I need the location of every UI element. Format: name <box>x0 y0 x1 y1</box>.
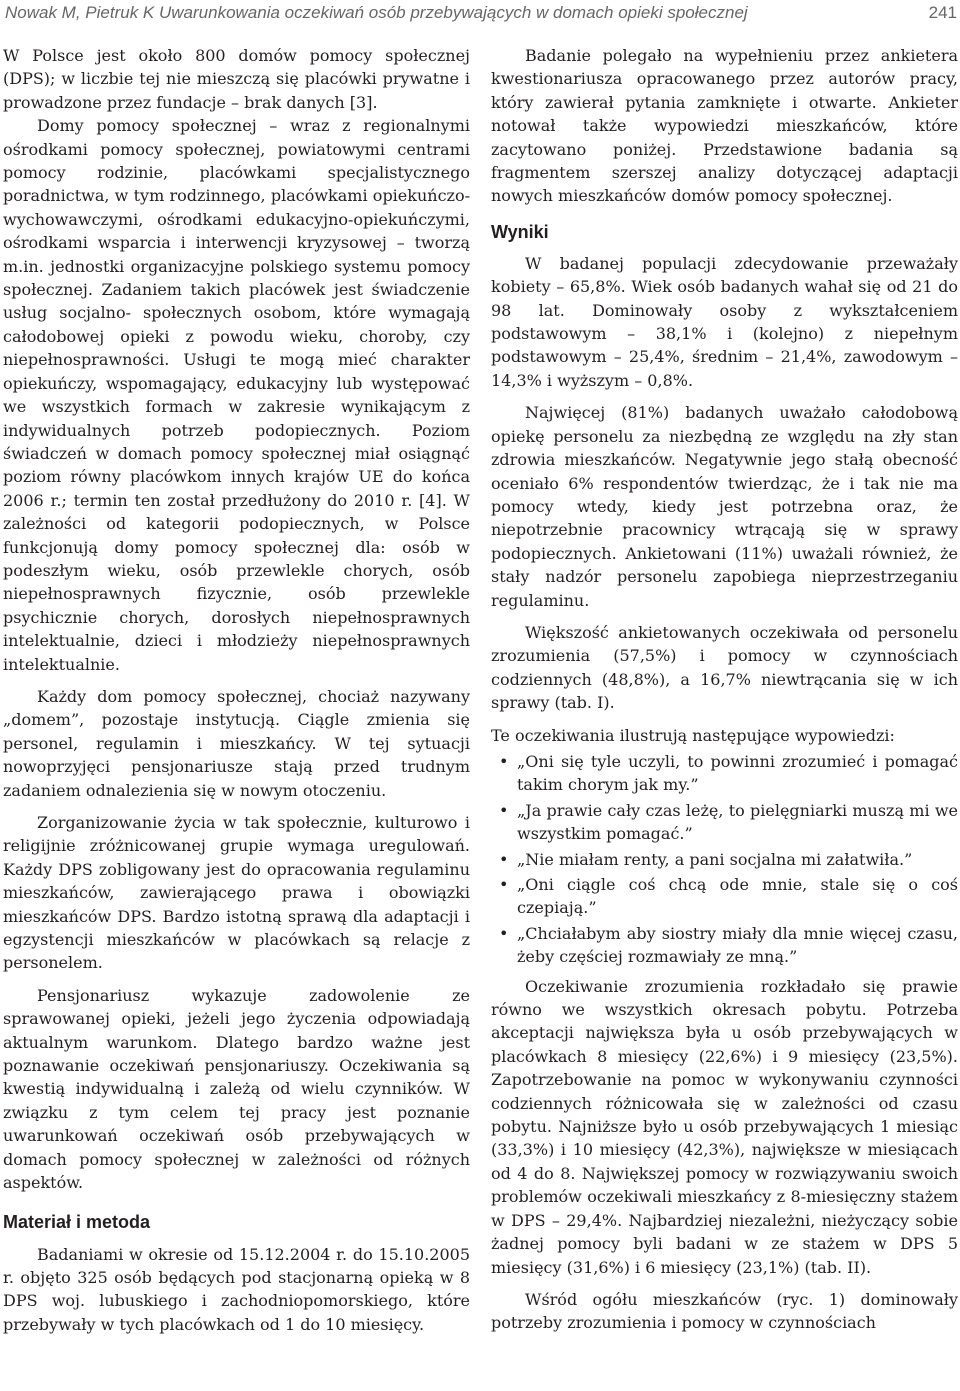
paragraph-needs: Wśród ogółu mieszkańców (ryc. 1) dominowały potrzeby zrozumienia i pomocy w czynnościach <box>491 1289 958 1333</box>
paragraph-stay-duration: Oczekiwanie zrozumienia rozkładało się prawie równo we wszystkich okresach pobytu. Potrzeba akceptacji największa była u osób przebywających w placówkach 8 miesięcy (22,6%) i 9 miesięcy (23,5%). Zapotrzebowanie na pomoc w wykonywaniu czynności codziennych różnicowała się w zależności od czasu pobytu. Najniższe było u osób przebywających 1 miesiąc (33,3%) i 10 miesięcy (42,3%), największe w miesiącach od 4 do 8. Największej pomocy w rozwiązywaniu swoich problemów oczekiwali mieszkańcy z 8-miesięczny stażem w DPS – 29,4%. Najbardziej niezależni, nieżyczący sobie żadnej pomocy byli badani w ze stażem w DPS 5 miesięcy (31,6%) i 6 miesięcy (23,1%) (tab. II). <box>491 976 958 1277</box>
paragraph-aim: Pensjonariusz wykazuje zadowolenie ze sprawowanej opieki, jeżeli jego życzenia odpowiadają aktualnym warunkom. Dlatego bardzo ważne jest poznawanie oczekiwań pensjonariuszy. Oczekiwania są kwestią indywidualną i zależą od wielu czynników. W związku z tym celem tej pracy jest poznanie uwarunkowań oczekiwań osób przebywających w domach pomocy społecznej w zależności od różnych aspektów. <box>3 985 470 1193</box>
running-head-authors-title: Nowak M, Pietruk K Uwarunkowania oczekiwań osób przebywających w domach opieki społecznej <box>5 3 748 22</box>
paragraph-methods: Badaniami w okresie od 15.12.2004 r. do 15.10.2005 r. objęto 325 osób będących pod stacjonarną opieką w 8 DPS woj. lubuskiego i zachodniopomorskiego, które przebywały w tych placówkach od 1 do 10 miesięcy. <box>3 1244 470 1334</box>
paragraph-care-opinion: Najwięcej (81%) badanych uważało całodobową opiekę personelu za niezbędną ze względu na zły stan zdrowia mieszkańców. Negatywnie jego stałą obecność oceniało 6% respondentów twierdząc, że i tak nie ma pomocy wtedy, kiedy jest potrzebna oraz, że niepotrzebnie pracownicy wtrącają się w sprawy podopiecznych. Ankietowani (11%) uważali również, że stały nadzór personelu zapobiega nieprzestrzeganiu regulaminu. <box>491 403 958 610</box>
right-column <box>491 44 958 1335</box>
paragraph-dps-system: Domy pomocy społecznej – wraz z regionalnymi ośrodkami pomocy społecznej, powiatowymi centrami pomocy rodzinie, placówkami specjalistycznego poradnictwa, w tym rodzinnego, placówkami opiekuńczo-wychowawczymi, ośrodkami edukacyjno-opiekuńczymi, ośrodkami wsparcia i interwencji kryzysowej – tworzą m.in. jednostki organizacyjne polskiego systemu pomocy społecznej. Zadaniem takich placówek jest świadczenie usług socjalno- społecznych osobom, które wymagają całodobowej opieki z powodu wieku, choroby, czy niepełnosprawności. Usługi te mogą mieć charakter opiekuńczy, wspomagający, edukacyjny lub występować we wszystkich formach w zakresie wynikającym z indywidualnych potrzeb podopiecznych. Poziom świadczeń w domach pomocy społecznej miał osiągnąć poziom równy placówkom innych krajów UE do końca 2006 r.; termin ten został przedłużony do 2010 r. [4]. W zależności od kategorii podopiecznych, w Polsce funkcjonują domy pomocy społecznej dla: osób w podeszłym wieku, osób przewlekle chorych, osób niepełnosprawnych fizycznie, osób przewlekle psychicznie chorych, dorosłych niepełnosprawnych intelektualnie, dzieci i młodzieży niepełnosprawnych intelektualnie. <box>3 116 470 674</box>
list-item: • „Chciałabym aby siostry miały dla mnie więcej czasu, żeby częściej rozmawiały ze mną.” <box>517 922 958 969</box>
paragraph-questionnaire: Badanie polegało na wypełnieniu przez ankietera kwestionariusza opracowanego przez autorów pracy, który zawierał pytania zamknięte i otwarte. Ankieter notował także wypowiedzi mieszkańców, które zacytowano poniżej. Przedstawione badania są fragmentem szerszej analizy dotyczącej adaptacji nowych mieszkańców domów pomocy społecznej. <box>491 46 958 206</box>
list-item: • „Oni ciągle coś chcą ode mnie, stale się o coś czepiają.” <box>517 873 958 920</box>
quotes-list <box>491 750 958 969</box>
heading-methods: Materiał i metoda <box>3 1211 151 1232</box>
page-number: 241 <box>928 3 957 22</box>
list-item: • „Ja prawie cały czas leżę, to pielęgniarki muszą mi we wszystkim pomagać.” <box>517 799 958 846</box>
paragraph-quotes-intro: Te oczekiwania ilustrują następujące wypowiedzi: <box>491 725 895 745</box>
heading-results: Wyniki <box>491 221 549 242</box>
left-column <box>3 44 470 1336</box>
paragraph-population: W badanej populacji zdecydowanie przeważały kobiety – 65,8%. Wiek osób badanych wahał się od 21 do 98 lat. Dominowały osoby z wykształceniem podstawowym – 38,1% i (kolejno) z niepełnym podstawowym – 25,4%, średnim – 21,4%, zawodowym – 14,3% i wyższym – 0,8%. <box>491 253 958 390</box>
paragraph-intro: W Polsce jest około 800 domów pomocy społecznej (DPS); w liczbie tej nie mieszczą się placówki prywatne i prowadzone przez fundacje – brak danych [3]. <box>3 46 470 112</box>
paragraph-expectations: Większość ankietowanych oczekiwała od personelu zrozumienia (57,5%) i pomocy w czynnościach codziennych (48,8%), a 16,7% niewtrącania się w ich sprawy (tab. I). <box>491 622 958 713</box>
list-item: • „Oni się tyle uczyli, to powinni zrozumieć i pomagać takim chorym jak my.” <box>517 750 958 797</box>
running-head <box>0 0 960 30</box>
paragraph-regulations: Zorganizowanie życia w tak społecznie, kulturowo i religijnie zróżnicowanej grupie wymaga uregulowań. Każdy DPS zobligowany jest do opracowania regulaminu mieszkańców, zawierającego prawa i obowiązki mieszkańców DPS. Bardzo istotną sprawą dla adaptacji i egzystencji mieszkańców w placówkach są relacje z personelem. <box>3 813 470 973</box>
paragraph-institution: Każdy dom pomocy społecznej, chociaż nazywany „domem”, pozostaje instytucją. Ciągle zmienia się personel, regulamin i mieszkańcy. W tej sytuacji nowoprzyjęci pensjonariusze stają przed trudnym zadaniem odnalezienia się w nowym otoczeniu. <box>3 686 470 800</box>
list-item: • „Nie miałam renty, a pani socjalna mi załatwiła.” <box>517 848 958 871</box>
